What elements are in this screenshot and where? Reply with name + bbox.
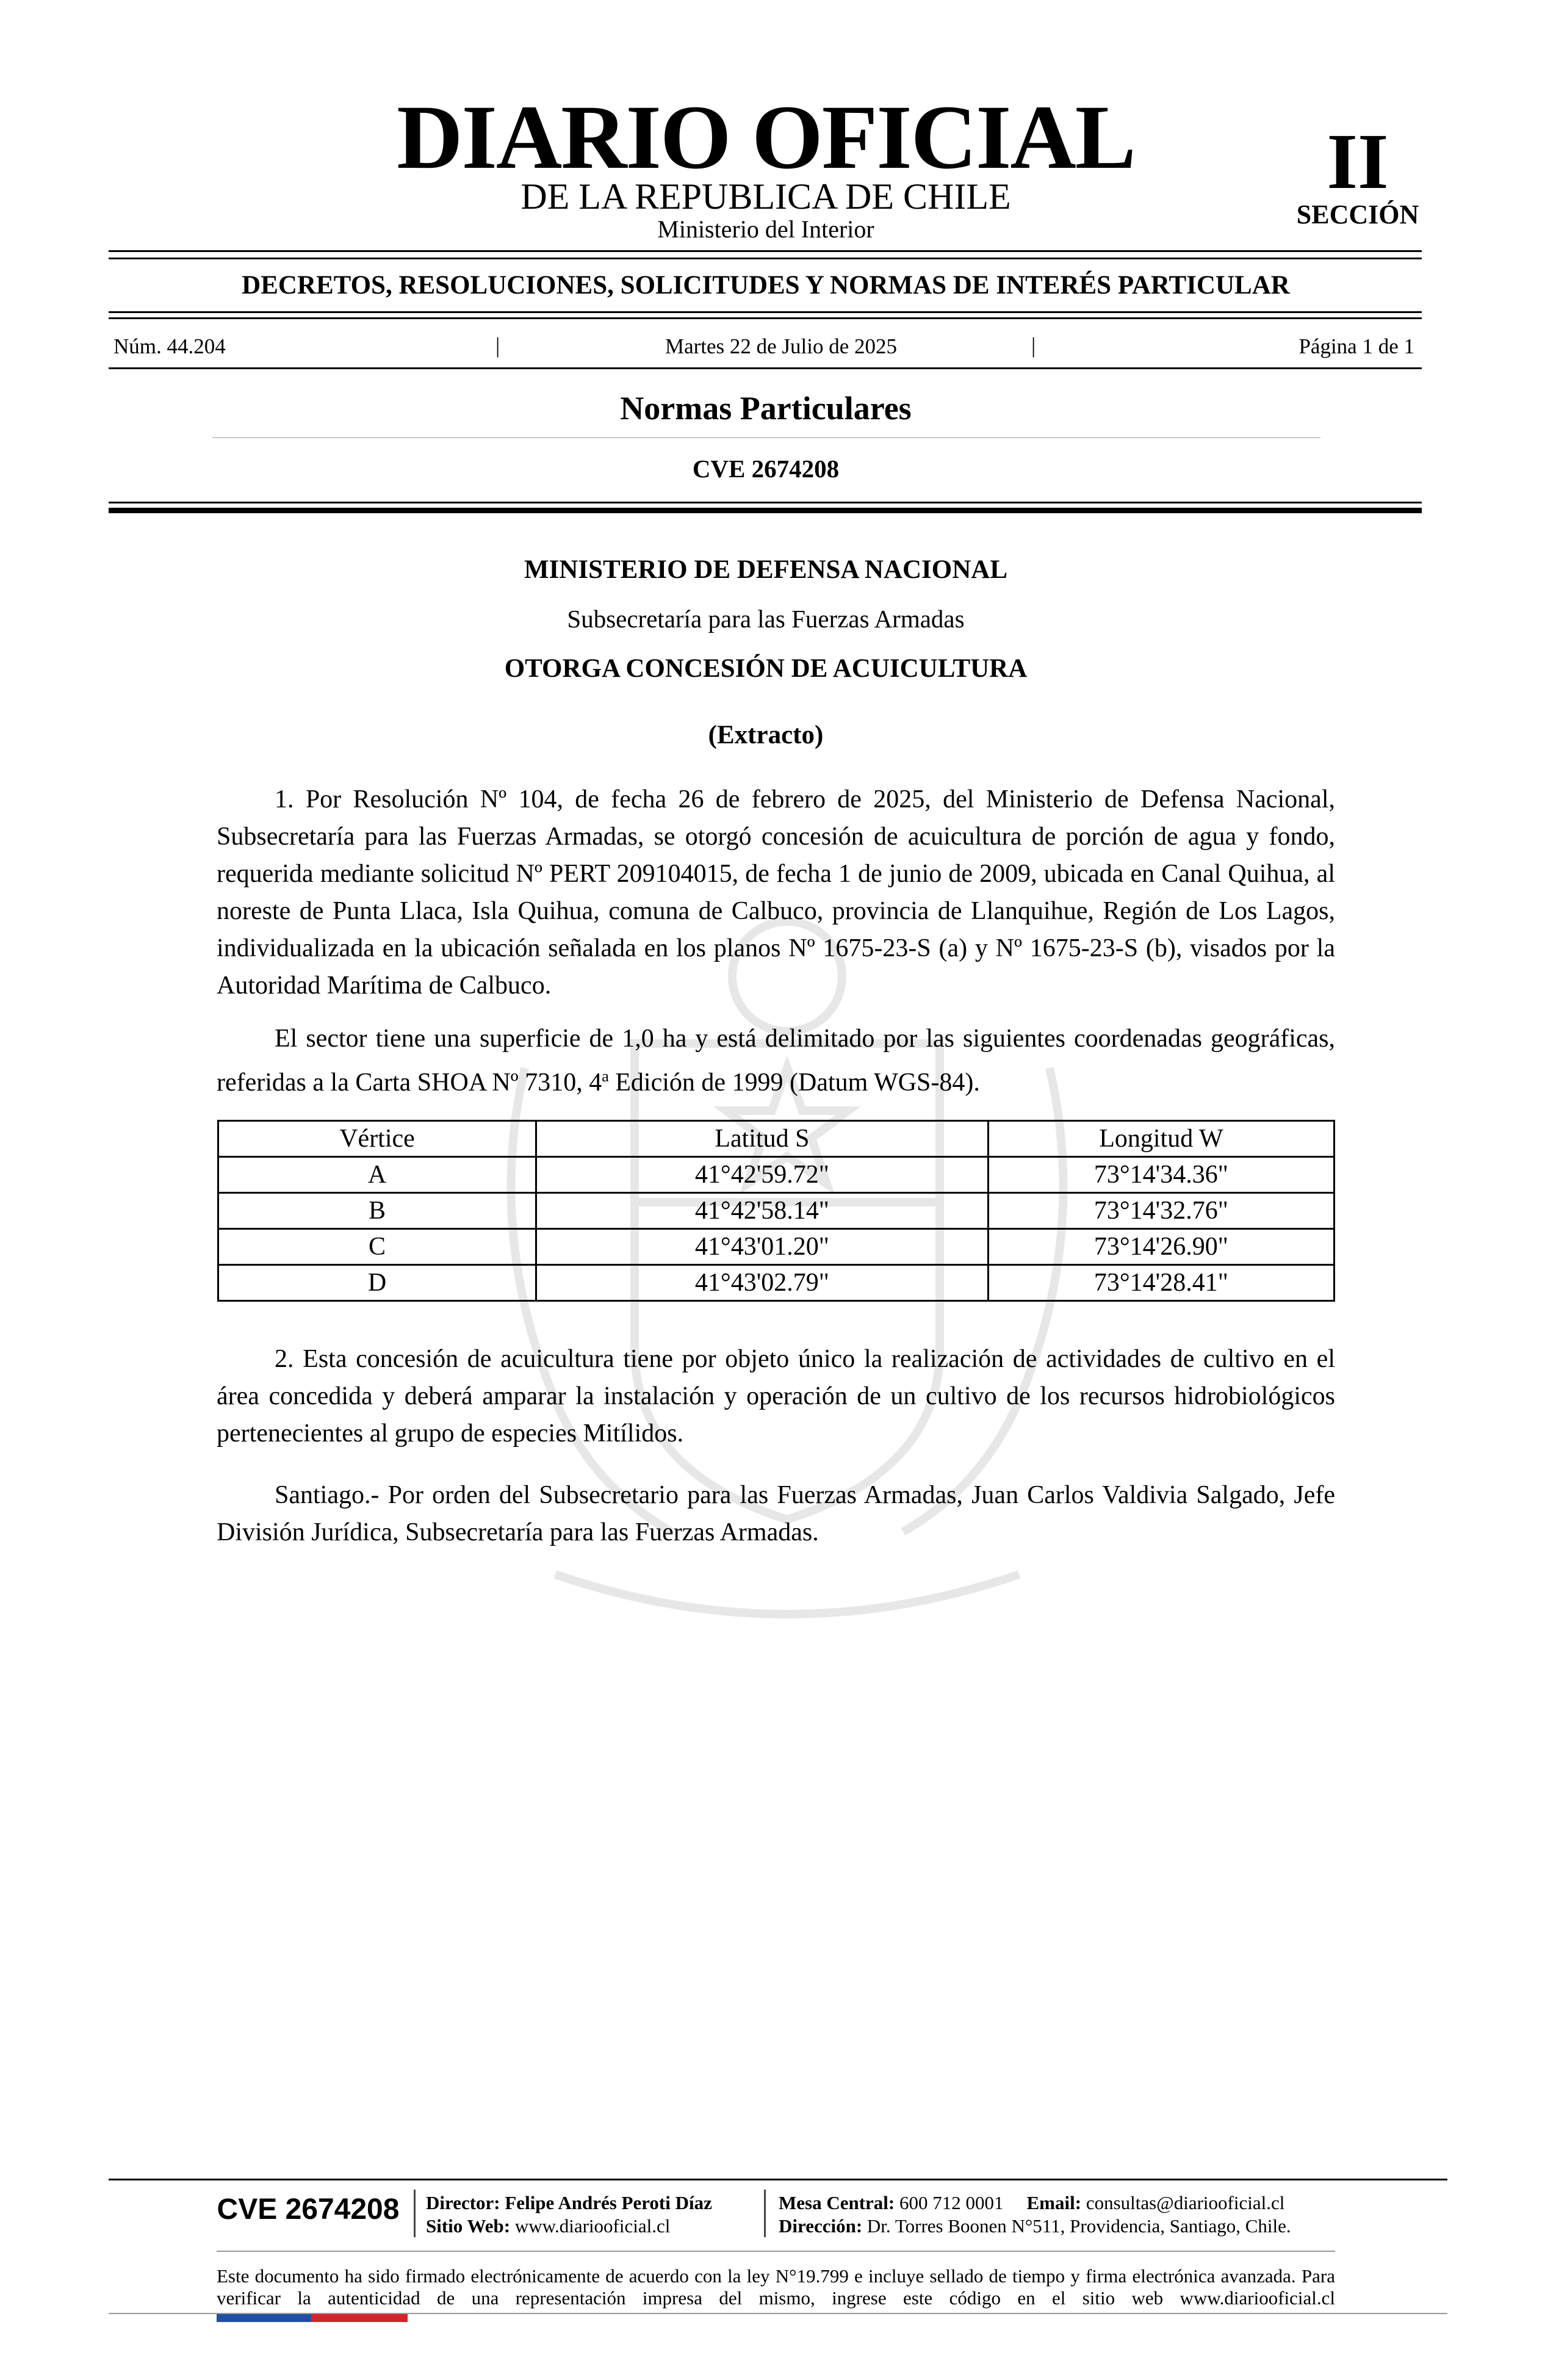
footer-director — [426, 2192, 712, 2214]
table-cell: 73°14'28.41" — [988, 1265, 1334, 1301]
extract-label: (Extracto) — [708, 721, 824, 749]
table-cell: C — [218, 1229, 536, 1265]
footer-director-label: Director: — [426, 2192, 500, 2213]
flag-stripe-red — [311, 2314, 408, 2322]
paragraph-4: Santiago.- Por orden del Subsecretario para las Fuerzas Armadas, Juan Carlos Valdivia Salgado, Jefe División Jurídica, Subsecretaría para las Fuerzas Armadas. — [217, 1481, 1335, 1546]
table-cell: B — [218, 1193, 536, 1229]
section-label: SECCIÓN — [1296, 200, 1419, 229]
footer-director-value: Felipe Andrés Peroti Díaz — [505, 2192, 712, 2213]
footer-separator — [414, 2190, 416, 2237]
issue-date: Martes 22 de Julio de 2025 — [665, 334, 898, 358]
footer-website-link[interactable]: www.diariooficial.cl — [514, 2215, 671, 2237]
table-cell: 41°42'58.14" — [536, 1193, 989, 1229]
resolution-title: OTORGA CONCESIÓN DE ACUICULTURA — [504, 654, 1028, 683]
cve-code: CVE 2674208 — [692, 455, 840, 483]
masthead-ministry: Ministerio del Interior — [657, 215, 874, 243]
masthead-title: DIARIO OFICIAL — [397, 87, 1135, 188]
rule-footer-top — [109, 2179, 1447, 2180]
rule-cve-1 — [109, 502, 1422, 503]
paragraph-3: 2. Esta concesión de acuicultura tiene por objeto único la realización de actividades de cultivo en el área concedida y deberá amparar la instalación y operación de un cultivo de los recursos hidrobiológicos pertenecientes al grupo de especies Mitílidos. — [217, 1345, 1335, 1448]
ministry-heading: MINISTERIO DE DEFENSA NACIONAL — [524, 555, 1008, 584]
coordinates-table — [217, 1120, 1335, 1302]
subsecretaria-heading: Subsecretaría para las Fuerzas Armadas — [567, 605, 965, 633]
table-cell: 73°14'32.76" — [988, 1193, 1334, 1229]
paragraph-2-text: El sector tiene una superficie de 1,0 ha y está delimitado por las siguientes coordenadas geográficas, referidas a la Carta SHOA Nº 7310, 4 — [217, 1025, 1335, 1097]
footer-address — [779, 2215, 1291, 2237]
table-header-row — [218, 1121, 1334, 1157]
norms-title: Normas Particulares — [620, 390, 912, 427]
table-cell: 73°14'34.36" — [988, 1157, 1334, 1193]
table-cell: 41°43'02.79" — [536, 1265, 989, 1301]
footer-mesa-value: 600 712 0001 — [899, 2192, 1004, 2213]
rule-issue — [109, 367, 1422, 369]
table-cell: 41°43'01.20" — [536, 1229, 989, 1265]
paragraph-2-text-end: Edición de 1999 (Datum WGS-84). — [608, 1069, 980, 1097]
table-cell: D — [218, 1265, 536, 1301]
table-header: Vértice — [218, 1121, 536, 1157]
table-cell: 73°14'26.90" — [988, 1229, 1334, 1265]
table-header: Longitud W — [988, 1121, 1334, 1157]
footer-email-link[interactable]: consultas@diariooficial.cl — [1086, 2192, 1285, 2213]
issue-page: Página 1 de 1 — [1298, 334, 1414, 358]
footer-address-value: Dr. Torres Boonen N°511, Providencia, Santiago, Chile. — [866, 2215, 1291, 2237]
footer-email-label: Email: — [1026, 2192, 1082, 2213]
issue-separator: | — [495, 333, 500, 358]
footer-cve-code: CVE 2674208 — [217, 2193, 400, 2226]
footer-separator — [764, 2190, 766, 2237]
paragraph-2 — [217, 1020, 1335, 1102]
rule-category-1 — [109, 311, 1422, 313]
category-heading: DECRETOS, RESOLUCIONES, SOLICITUDES Y NORMAS DE INTERÉS PARTICULAR — [242, 271, 1290, 300]
paragraph-2-superscript: a — [602, 1067, 609, 1085]
footer-website-label: Sitio Web: — [426, 2215, 511, 2237]
footer-contact — [779, 2192, 1284, 2214]
masthead-subtitle: DE LA REPUBLICA DE CHILE — [520, 176, 1011, 217]
rule-cve-2 — [109, 508, 1422, 513]
paragraph-1: 1. Por Resolución Nº 104, de fecha 26 de febrero de 2025, del Ministerio de Defensa Nacional, Subsecretaría para las Fuerzas Armadas, se otorgó concesión de acuicultura de porción de agua y fondo, requerida mediante solicitud Nº PERT 209104015, de fecha 1 de junio de 2009, ubicada en Canal Quihua, al noreste de Punta Llaca, Isla Quihua, comuna de Calbuco, provincia de Llanquihue, Región de Los Lagos, individualizada en la ubicación señalada en los planos Nº 1675-23-S (a) y Nº 1675-23-S (b), visados por la Autoridad Marítima de Calbuco. — [217, 785, 1335, 1000]
section-number: II — [1327, 118, 1389, 206]
rule-norms — [212, 437, 1320, 438]
rule-top-2 — [109, 258, 1422, 259]
table-cell: A — [218, 1157, 536, 1193]
table-row — [218, 1265, 1334, 1301]
footer-legal-notice: Este documento ha sido firmado electrónicamente de acuerdo con la ley N°19.799 e incluye sellado de tiempo y firma electrónica avanzada. Para verificar la autenticidad de una representación impresa del mismo, ingrese este código en el sitio web www.diariooficial.cl — [217, 2265, 1335, 2309]
table-row — [218, 1193, 1334, 1229]
rule-footer-mid — [217, 2251, 1335, 2252]
issue-separator: | — [1031, 333, 1036, 358]
table-row — [218, 1229, 1334, 1265]
table-row — [218, 1157, 1334, 1193]
footer-website — [426, 2215, 670, 2237]
flag-stripe-blue — [217, 2314, 311, 2322]
table-header: Latitud S — [536, 1121, 989, 1157]
rule-top-1 — [109, 250, 1422, 252]
table-cell: 41°42'59.72" — [536, 1157, 989, 1193]
footer-address-label: Dirección: — [779, 2215, 863, 2237]
rule-category-2 — [109, 317, 1422, 319]
footer-mesa-label: Mesa Central: — [779, 2192, 895, 2213]
issue-number: Núm. 44.204 — [113, 334, 226, 358]
